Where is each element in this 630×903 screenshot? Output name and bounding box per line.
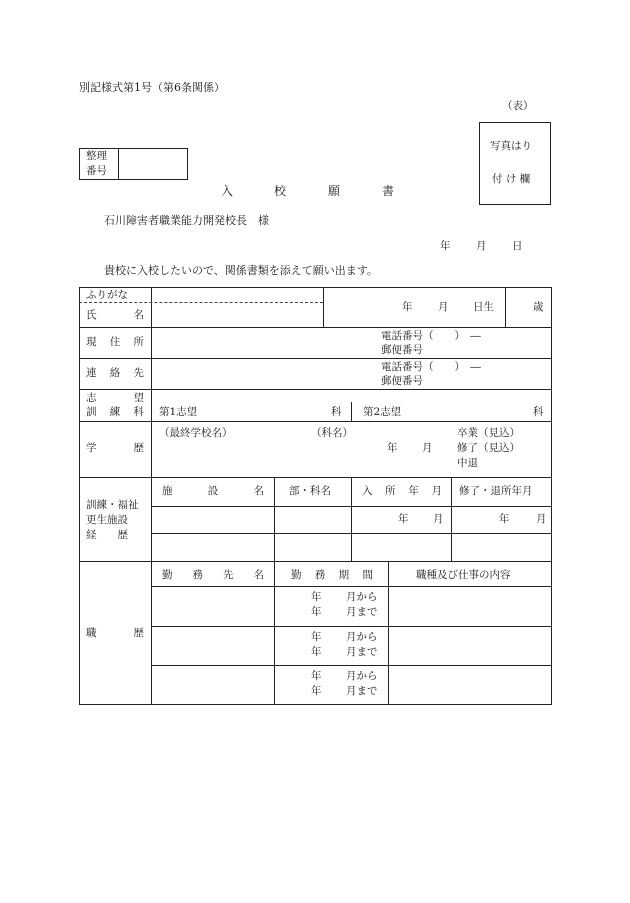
- reference-number-label-line2: 番号: [86, 165, 107, 177]
- second-choice-label: 第2志望: [363, 406, 402, 418]
- employer-field-1[interactable]: [152, 587, 273, 625]
- graduation-year-label: 年: [387, 442, 398, 454]
- birth-year-label: 年: [402, 301, 413, 313]
- title-char-3: 願: [328, 184, 341, 198]
- first-choice-label: 第1志望: [159, 406, 198, 418]
- job-content-field-1[interactable]: [389, 587, 551, 625]
- address-label: 現 住 所: [86, 336, 144, 348]
- employer-field-2[interactable]: [152, 627, 273, 664]
- form-reference: 別記様式第1号（第6条関係）: [79, 81, 225, 94]
- status-graduated: 卒業（見込）: [457, 427, 520, 439]
- period-from-year-1: 年: [311, 591, 322, 603]
- application-date-month: 月: [476, 240, 487, 252]
- period-to-year-1: 年: [311, 606, 322, 618]
- second-choice-ka: 科: [533, 406, 544, 418]
- contact-label: 連 絡 先: [86, 367, 144, 379]
- facility-exit-year: 年: [499, 513, 510, 525]
- reference-number-label-line1: 整理: [86, 150, 107, 162]
- facility-department-header: 部・科名: [289, 485, 331, 497]
- reference-number-field[interactable]: [119, 149, 187, 179]
- facility-label-line2: 更生施設: [86, 514, 128, 526]
- photo-box-label-line1: 写真はり: [490, 140, 532, 152]
- birth-month-label: 月: [438, 301, 449, 313]
- application-date-day: 日: [512, 240, 523, 252]
- employer-field-3[interactable]: [152, 666, 273, 704]
- photo-attachment-box: [479, 122, 551, 205]
- furigana-field[interactable]: [152, 288, 322, 302]
- facility-exit-header: 修了・退所年月: [459, 485, 533, 497]
- facility-entry-month: 月: [433, 513, 444, 525]
- facility-second-row[interactable]: [152, 534, 551, 560]
- age-label: 歳: [533, 301, 544, 313]
- period-to-month-2: 月まで: [346, 646, 378, 658]
- contact-phone-label: 電話番号（ ） ―: [381, 361, 481, 373]
- address-field[interactable]: [152, 328, 352, 357]
- facility-exit-month: 月: [536, 513, 547, 525]
- status-completed: 修了（見込）: [457, 442, 520, 454]
- course-label-line1: 志 望: [86, 392, 144, 404]
- period-to-month-3: 月まで: [346, 685, 378, 697]
- work-history-label: 職 歴: [86, 627, 144, 639]
- period-to-year-3: 年: [311, 685, 322, 697]
- status-withdrawn: 中退: [457, 457, 478, 469]
- photo-box-label-line2: 付 け 欄: [492, 173, 531, 185]
- employment-period-header: 勤 務 期 間: [291, 569, 373, 581]
- intro-text: 貴校に入校したいので、関係書類を添えて願い出ます。: [104, 264, 378, 277]
- title-char-2: 校: [274, 184, 287, 198]
- first-choice-field[interactable]: [200, 403, 325, 420]
- job-content-field-2[interactable]: [389, 627, 551, 664]
- facility-entry-year: 年: [398, 513, 409, 525]
- facility-name-header: 施 設 名: [162, 485, 264, 497]
- name-field[interactable]: [152, 303, 322, 326]
- period-from-month-1: 月から: [346, 591, 378, 603]
- address-phone-label: 電話番号（ ） ―: [381, 330, 481, 342]
- school-name-label: （最終学校名）: [159, 427, 233, 439]
- front-side-mark: （表）: [502, 100, 534, 112]
- title-char-1: 入: [221, 184, 234, 198]
- period-to-month-1: 月まで: [346, 606, 378, 618]
- furigana-label: ふりがな: [86, 289, 128, 301]
- job-content-field-3[interactable]: [389, 666, 551, 704]
- title-char-4: 書: [382, 184, 395, 198]
- period-from-year-2: 年: [311, 631, 322, 643]
- birth-day-label: 日生: [473, 301, 494, 313]
- department-name-label: （科名）: [311, 427, 353, 439]
- school-field[interactable]: [152, 442, 382, 476]
- course-label-line2: 訓 練 科: [86, 406, 144, 418]
- facility-entry-header: 入 所 年 月: [362, 485, 442, 497]
- first-choice-ka: 科: [331, 406, 342, 418]
- education-label: 学 歴: [86, 442, 144, 454]
- name-label: 氏 名: [86, 309, 144, 321]
- job-content-header: 職種及び仕事の内容: [416, 569, 511, 581]
- period-from-year-3: 年: [311, 670, 322, 682]
- contact-field[interactable]: [152, 359, 352, 388]
- second-choice-field[interactable]: [405, 403, 530, 420]
- graduation-month-label: 月: [422, 442, 433, 454]
- period-to-year-2: 年: [311, 646, 322, 658]
- facility-department-field[interactable]: [275, 507, 350, 532]
- application-date-year: 年: [440, 240, 451, 252]
- address-postal-label: 郵便番号: [381, 344, 423, 356]
- employer-header: 勤 務 先 名: [162, 569, 264, 581]
- period-from-month-2: 月から: [346, 631, 378, 643]
- facility-name-field[interactable]: [152, 507, 273, 532]
- contact-postal-label: 郵便番号: [381, 375, 423, 387]
- facility-label-line1: 訓練・福祉: [86, 499, 139, 511]
- addressee: 石川障害者職業能力開発校長 様: [104, 214, 269, 227]
- facility-label-line3: 経 歴: [86, 529, 128, 541]
- period-from-month-3: 月から: [346, 670, 378, 682]
